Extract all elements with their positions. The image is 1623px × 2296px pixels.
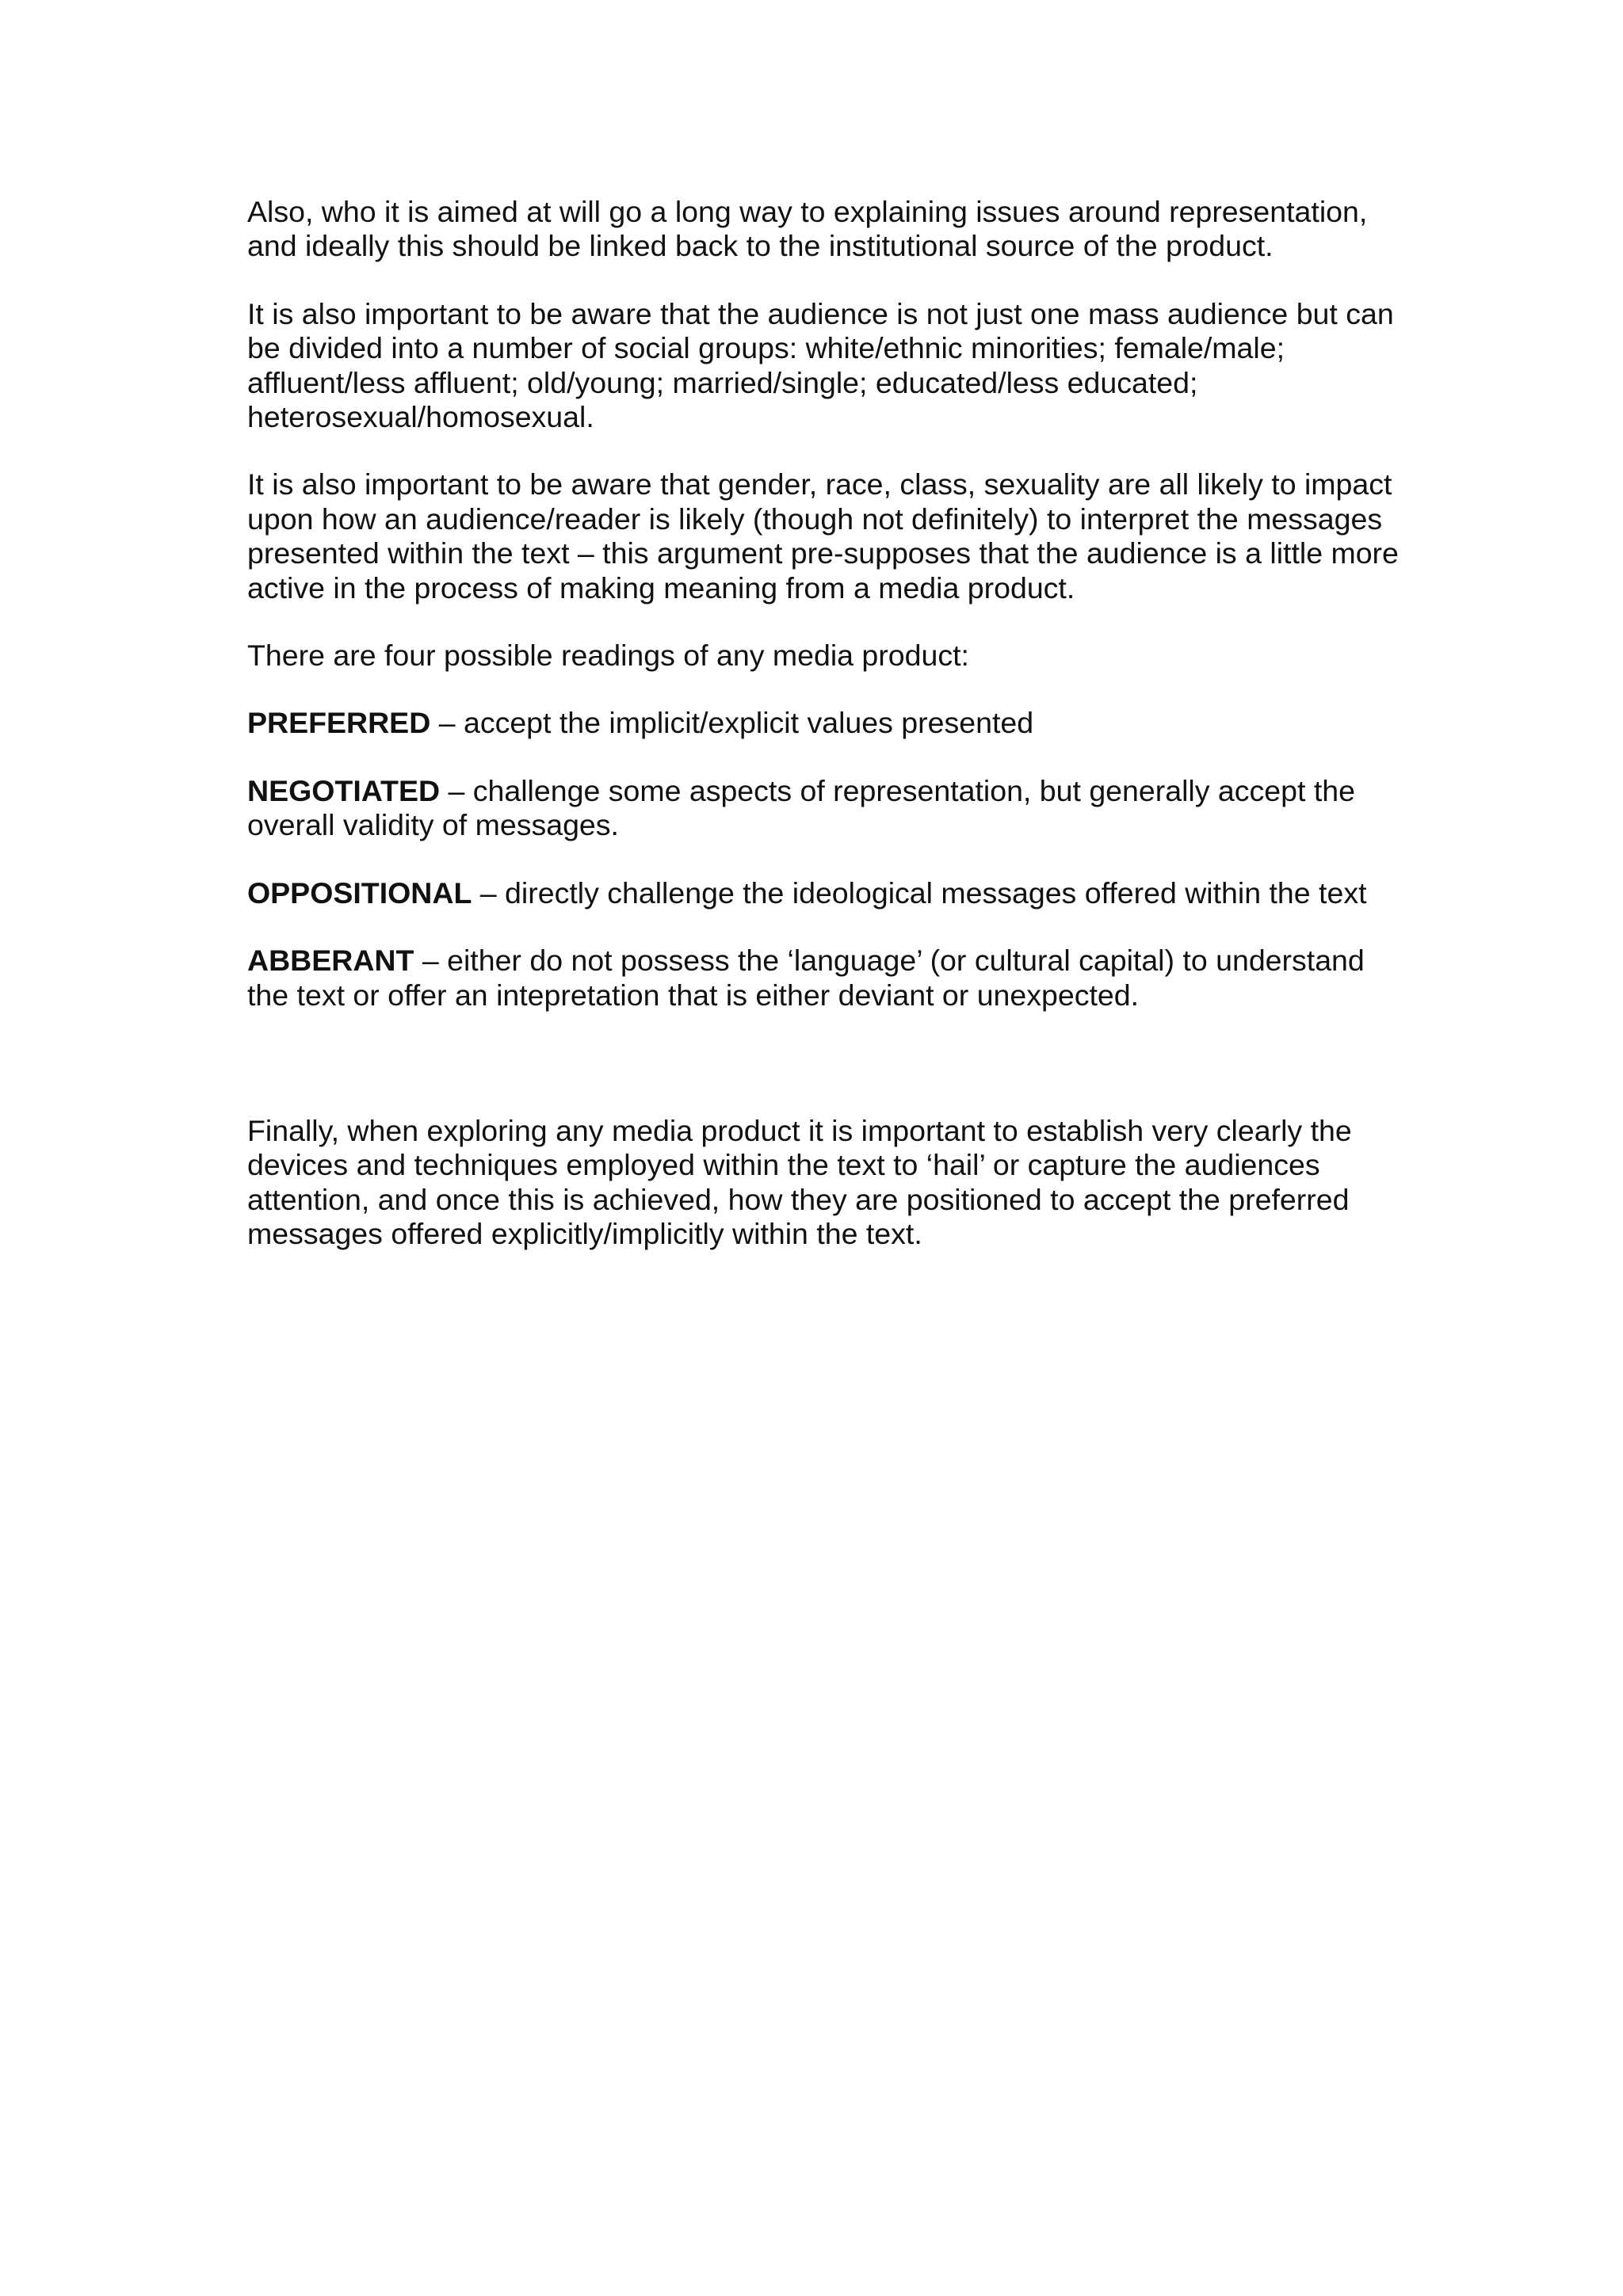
- reading-term: PREFERRED: [247, 706, 431, 740]
- reading-term: NEGOTIATED: [247, 773, 441, 807]
- paragraph-social-groups: It is also important to be aware that the audience is not just one mass audience but can be divided into a number of social groups: white/ethnic minorities; female/male; affluent/less affluent; old/young; married/single; educated/less educated; heterosexual/homosexual.: [247, 296, 1394, 434]
- reading-term: ABBERANT: [247, 944, 414, 978]
- reading-preferred: [247, 706, 1404, 740]
- document-page: [247, 195, 1404, 1285]
- reading-definition: – accept the implicit/explicit values presented: [430, 706, 1034, 740]
- paragraph-readings-intro: There are four possible readings of any media product:: [247, 639, 969, 673]
- reading-negotiated: [247, 774, 1404, 843]
- reading-term: OPPOSITIONAL: [247, 875, 472, 910]
- paragraph-finally: Finally, when exploring any media product it is important to establish very clearly the devices and techniques employed within the text to ‘hail’ or capture the audiences attention, and once this is achieved, how they are positioned to accept the preferred messages offered explicitly/implicitly within the text.: [247, 1113, 1352, 1251]
- reading-definition: – either do not possess the ‘language’ (or cultural capital) to understand the text or offer an intepretation that is either deviant or unexpected.: [247, 944, 1365, 1012]
- reading-definition: – challenge some aspects of representation, but generally accept the overall validity of messages.: [247, 773, 1355, 842]
- reading-abberant: [247, 944, 1404, 1013]
- paragraph-active-audience: It is also important to be aware that gender, race, class, sexuality are all likely to impact upon how an audience/reader is likely (though not definitely) to interpret the messages presented within the text – this argument pre-supposes that the audience is a little more active in the process of making meaning from a media product.: [247, 467, 1399, 605]
- reading-definition: – directly challenge the ideological messages offered within the text: [472, 875, 1367, 910]
- paragraph-audience-target: Also, who it is aimed at will go a long way to explaining issues around representation, and ideally this should be linked back to the institutional source of the product.: [247, 195, 1368, 263]
- reading-oppositional: [247, 876, 1404, 910]
